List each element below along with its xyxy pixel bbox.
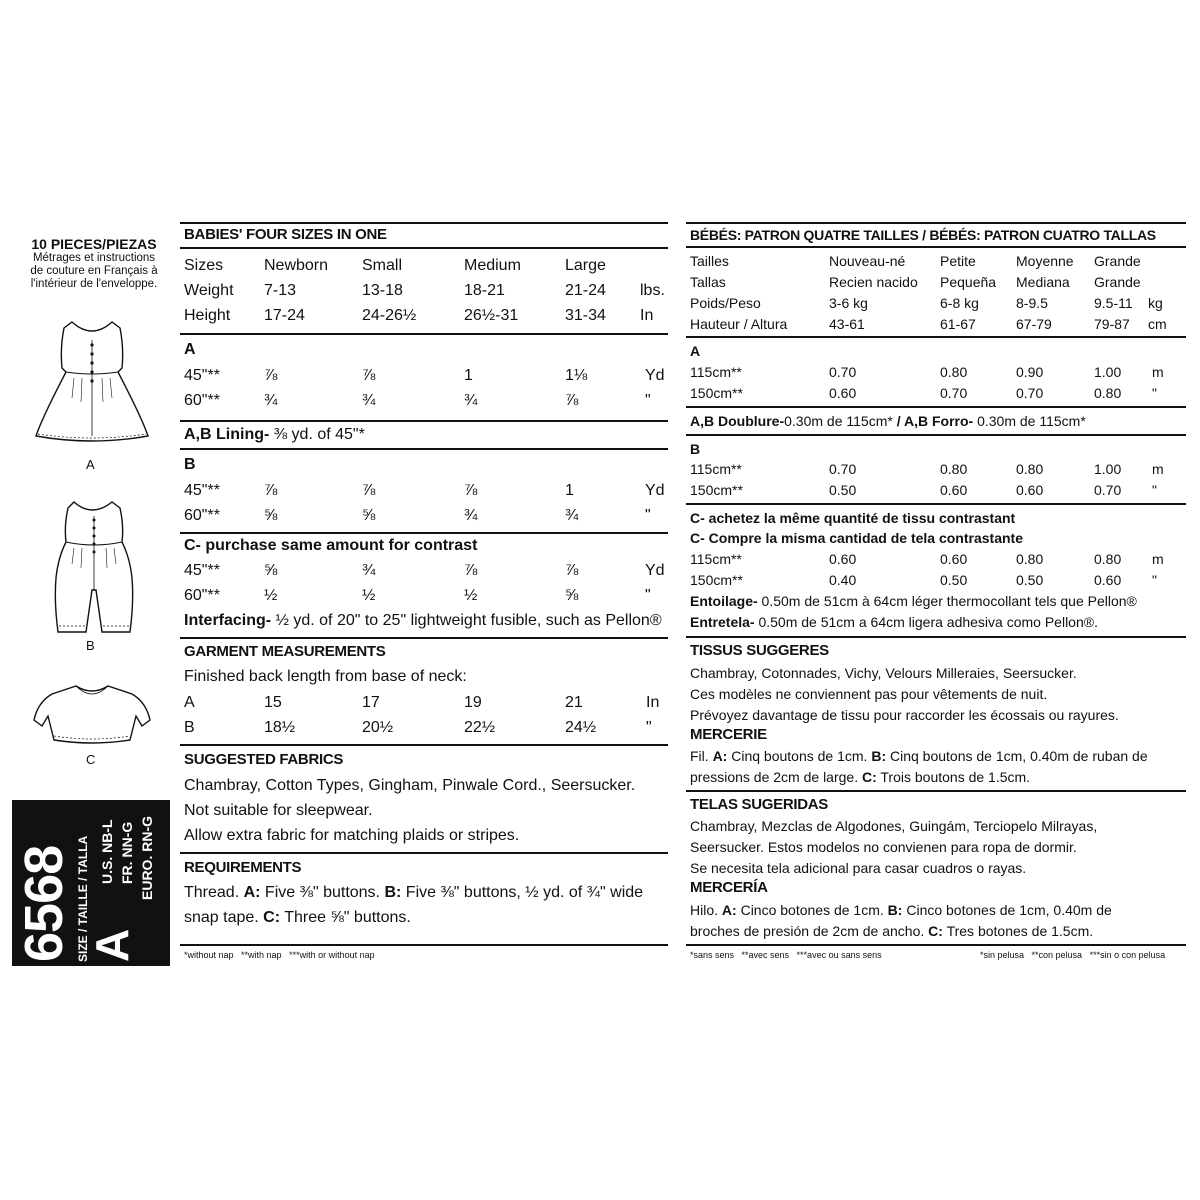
row-value: 0.80 (1094, 551, 1122, 567)
row-unit: " (645, 507, 651, 524)
row-label: Tailles (690, 253, 729, 269)
row-value: Grande (1094, 253, 1141, 269)
row-value: ⅞ (264, 367, 278, 384)
row-value: ⅞ (264, 482, 278, 499)
view-c-label: C (86, 752, 96, 767)
view-a-dress-drawing (34, 318, 150, 446)
row-value: ¾ (565, 507, 579, 524)
row-label: 45"** (184, 482, 220, 499)
row-unit: Yd (645, 562, 665, 579)
row-value: ⅞ (565, 392, 579, 409)
row-value: Small (362, 257, 403, 274)
row-label: 60"** (184, 507, 220, 524)
fr-tissus-line-2: Ces modèles ne conviennent pas pour vêtements de nuit. (690, 686, 1048, 702)
fr-contrast-heading-es: C- Compre la misma cantidad de tela contrastante (690, 530, 1023, 546)
row-value: 17-24 (264, 307, 305, 324)
size-us: U.S. NB-L (99, 819, 115, 884)
row-value: ¾ (362, 392, 376, 409)
row-label: 45"** (184, 367, 220, 384)
fr-tissus-line-3: Prévoyez davantage de tissu pour raccorder les écossais ou rayures. (690, 707, 1119, 723)
row-label: Weight (184, 282, 234, 299)
row-value: 0.60 (829, 385, 857, 401)
size-euro: EURO. RN-G (139, 815, 155, 900)
row-label: 60"** (184, 587, 220, 604)
row-label: 115cm** (690, 364, 742, 380)
row-value: 0.80 (1094, 385, 1122, 401)
row-value: 1.00 (1094, 364, 1122, 380)
row-unit: Yd (645, 482, 665, 499)
row-unit: In (646, 694, 660, 711)
fr-contrast-heading-fr: C- achetez la même quantité de tissu contrastant (690, 510, 1016, 526)
row-value: 1 (464, 367, 473, 384)
row-value: 0.80 (1016, 461, 1044, 477)
row-value: ⅞ (362, 482, 376, 499)
row-value: Nouveau-né (829, 253, 906, 269)
row-label: 45"** (184, 562, 220, 579)
row-unit: " (1152, 482, 1157, 498)
fr-telas-line-1: Chambray, Mezclas de Algodones, Guingám, Terciopelo Milrayas, (690, 818, 1098, 834)
row-value: 20½ (362, 719, 394, 736)
fr-footnote-left: *sans sens **avec sens ***avec ou sans sens (690, 950, 882, 960)
fr-merceria-line-2: broches de presión de 2cm de ancho. C: Tres botones de 1.5cm. (690, 923, 1094, 939)
row-label: 115cm** (690, 461, 742, 477)
row-value: 21 (565, 694, 583, 711)
size-box (12, 800, 170, 966)
fr-telas-line-2: Seersucker. Estos modelos no convienen para ropa de dormir. (690, 839, 1077, 855)
en-contrast-heading: C- purchase same amount for contrast (184, 537, 478, 554)
fr-telas-line-3: Se necesita tela adicional para casar cuadros o rayas. (690, 860, 1027, 876)
en-view-a-heading: A (184, 341, 196, 358)
fr-entretela: Entretela- 0.50m de 51cm a 64cm ligera adhesiva como Pellon®. (690, 614, 1098, 630)
view-c-jacket-drawing (32, 680, 152, 746)
row-value: ⅝ (264, 507, 278, 524)
row-value: ½ (464, 587, 478, 604)
row-value: 6-8 kg (940, 295, 979, 311)
row-label: 60"** (184, 392, 220, 409)
row-value: 1.00 (1094, 461, 1122, 477)
row-value: 31-34 (565, 307, 606, 324)
row-label: Poids/Peso (690, 295, 761, 311)
fr-tissus-line-1: Chambray, Cotonnades, Vichy, Velours Milleraies, Seersucker. (690, 665, 1077, 681)
row-value: 0.80 (1016, 551, 1044, 567)
en-garment-title: GARMENT MEASUREMENTS (184, 643, 386, 660)
en-title: BABIES' FOUR SIZES IN ONE (184, 226, 387, 243)
row-value: 0.80 (940, 461, 968, 477)
fr-view-b-heading: B (690, 441, 701, 457)
row-unit: " (646, 719, 652, 736)
row-value: 24½ (565, 719, 597, 736)
row-unit: m (1152, 461, 1164, 477)
row-value: 0.70 (829, 364, 857, 380)
row-value: 61-67 (940, 316, 976, 332)
row-unit: m (1152, 364, 1164, 380)
view-b-label: B (86, 638, 95, 653)
row-value: 7-13 (264, 282, 297, 299)
row-unit: Yd (645, 367, 665, 384)
row-value: ⅝ (264, 562, 278, 579)
row-value: 0.90 (1016, 364, 1044, 380)
row-value: Recien nacido (829, 274, 918, 290)
row-label: A (184, 694, 195, 711)
row-value: 0.50 (940, 572, 968, 588)
row-value: 19 (464, 694, 482, 711)
row-label: 150cm** (690, 385, 743, 401)
row-value: 26½-31 (464, 307, 519, 324)
row-value: ¾ (464, 507, 478, 524)
fr-mercerie-title: MERCERIE (690, 726, 767, 743)
en-fabrics-line-2: Not suitable for sleepwear. (184, 802, 373, 819)
row-label: 150cm** (690, 572, 743, 588)
fr-footnote-right: *sin pelusa **con pelusa ***sin o con pelusa (980, 950, 1166, 960)
row-value: 0.60 (1094, 572, 1122, 588)
pieces-label: PIECES/PIEZAS (46, 236, 157, 252)
row-value: ⅞ (565, 562, 579, 579)
en-top-rule (180, 222, 668, 224)
row-value: Mediana (1016, 274, 1070, 290)
row-value: 18½ (264, 719, 296, 736)
row-value: Newborn (264, 257, 329, 274)
en-requirements-line-1: Thread. A: Five ⅜" buttons. B: Five ⅜" buttons, ½ yd. of ¾" wide (184, 884, 644, 901)
row-value: 21-24 (565, 282, 606, 299)
row-value: 0.60 (940, 482, 968, 498)
row-value: 3-6 kg (829, 295, 868, 311)
row-value: 0.70 (1016, 385, 1044, 401)
row-value: ⅝ (362, 507, 376, 524)
en-garment-sub: Finished back length from base of neck: (184, 668, 467, 685)
fr-telas-title: TELAS SUGERIDAS (690, 796, 829, 813)
row-unit: " (645, 587, 651, 604)
row-value: 43-61 (829, 316, 865, 332)
pieces-fr-3: l'intérieur de l'enveloppe. (30, 278, 158, 290)
row-unit: " (1152, 385, 1157, 401)
pieces-block (14, 236, 174, 291)
size-fr: FR. NN-G (119, 821, 135, 884)
row-value: 0.70 (829, 461, 857, 477)
fr-doublure: A,B Doublure-0.30m de 115cm* / A,B Forro- 0.30m de 115cm* (690, 413, 1086, 429)
en-interfacing: Interfacing- ½ yd. of 20" to 25" lightweight fusible, such as Pellon® (184, 612, 662, 629)
row-value: 24-26½ (362, 307, 417, 324)
row-value: 0.60 (829, 551, 857, 567)
row-label: Sizes (184, 257, 224, 274)
row-unit: kg (1148, 295, 1163, 311)
row-value: Grande (1094, 274, 1141, 290)
row-value: 1⅛ (565, 367, 588, 384)
row-value: 15 (264, 694, 282, 711)
row-value: Moyenne (1016, 253, 1074, 269)
row-unit: In (640, 307, 654, 324)
row-value: 9.5-11 (1094, 295, 1133, 311)
row-unit: " (645, 392, 651, 409)
row-label: B (184, 719, 195, 736)
fr-view-a-heading: A (690, 343, 701, 359)
row-unit: m (1152, 551, 1164, 567)
row-label: Tallas (690, 274, 726, 290)
row-value: Medium (464, 257, 521, 274)
row-label: Hauteur / Altura (690, 316, 788, 332)
row-value: ¾ (264, 392, 278, 409)
row-value: 0.60 (1016, 482, 1044, 498)
row-value: ¾ (362, 562, 376, 579)
fr-tissus-title: TISSUS SUGGERES (690, 642, 829, 659)
row-value: Petite (940, 253, 976, 269)
row-value: 17 (362, 694, 380, 711)
view-a-label: A (86, 457, 95, 472)
en-fabrics-title: SUGGESTED FABRICS (184, 751, 344, 768)
row-value: ⅝ (565, 587, 579, 604)
en-fabrics-line-1: Chambray, Cotton Types, Gingham, Pinwale Cord., Seersucker. (184, 777, 636, 794)
row-value: 0.50 (829, 482, 857, 498)
size-label: SIZE / TAILLE / TALLA (76, 835, 90, 962)
row-value: ⅞ (464, 482, 478, 499)
row-value: 1 (565, 482, 574, 499)
en-requirements-line-2: snap tape. C: Three ⅝" buttons. (184, 909, 411, 926)
row-label: 115cm** (690, 551, 742, 567)
row-value: 79-87 (1094, 316, 1130, 332)
row-value: Large (565, 257, 606, 274)
row-value: 67-79 (1016, 316, 1052, 332)
row-value: 0.40 (829, 572, 857, 588)
row-unit: " (1152, 572, 1157, 588)
size-letter: A (86, 928, 138, 962)
row-label: 150cm** (690, 482, 743, 498)
row-value: 22½ (464, 719, 496, 736)
pieces-fr-1: Métrages et instructions (32, 252, 156, 264)
row-value: ⅞ (362, 367, 376, 384)
fr-merceria-line-1: Hilo. A: Cinco botones de 1cm. B: Cinco botones de 1cm, 0.40m de (690, 902, 1112, 918)
en-requirements-title: REQUIREMENTS (184, 859, 302, 876)
pattern-number: 6568 (14, 845, 74, 962)
pieces-count: 10 (31, 236, 47, 252)
row-label: Height (184, 307, 231, 324)
en-lining: A,B Lining- ⅜ yd. of 45"* (184, 426, 365, 443)
fr-mercerie-line-2: pressions de 2cm de large. C: Trois boutons de 1.5cm. (690, 769, 1031, 785)
pieces-fr-2: de couture en Français à (30, 265, 158, 277)
row-value: 0.50 (1016, 572, 1044, 588)
row-value: 13-18 (362, 282, 403, 299)
row-value: ½ (362, 587, 376, 604)
view-b-romper-drawing (44, 498, 144, 636)
fr-merceria-title: MERCERÍA (690, 879, 768, 896)
row-value: 0.70 (1094, 482, 1122, 498)
en-view-b-heading: B (184, 456, 196, 473)
row-value: ¾ (464, 392, 478, 409)
row-unit: cm (1148, 316, 1167, 332)
row-value: ⅞ (464, 562, 478, 579)
fr-mercerie-line-1: Fil. A: Cinq boutons de 1cm. B: Cinq boutons de 1cm, 0.40m de ruban de (690, 748, 1148, 764)
row-value: 18-21 (464, 282, 505, 299)
row-value: 8-9.5 (1016, 295, 1048, 311)
fr-title: BÉBÉS: PATRON QUATRE TAILLES / BÉBÉS: PATRON CUATRO TALLAS (690, 227, 1156, 243)
en-footnote: *without nap **with nap ***with or without nap (184, 950, 375, 960)
en-fabrics-line-3: Allow extra fabric for matching plaids or stripes. (184, 827, 520, 844)
row-value: 0.60 (940, 551, 968, 567)
row-value: ½ (264, 587, 278, 604)
row-value: 0.80 (940, 364, 968, 380)
row-unit: lbs. (640, 282, 665, 299)
row-value: Pequeña (940, 274, 997, 290)
fr-entoilage: Entoilage- 0.50m de 51cm à 64cm léger thermocollant tels que Pellon® (690, 593, 1137, 609)
row-value: 0.70 (940, 385, 968, 401)
